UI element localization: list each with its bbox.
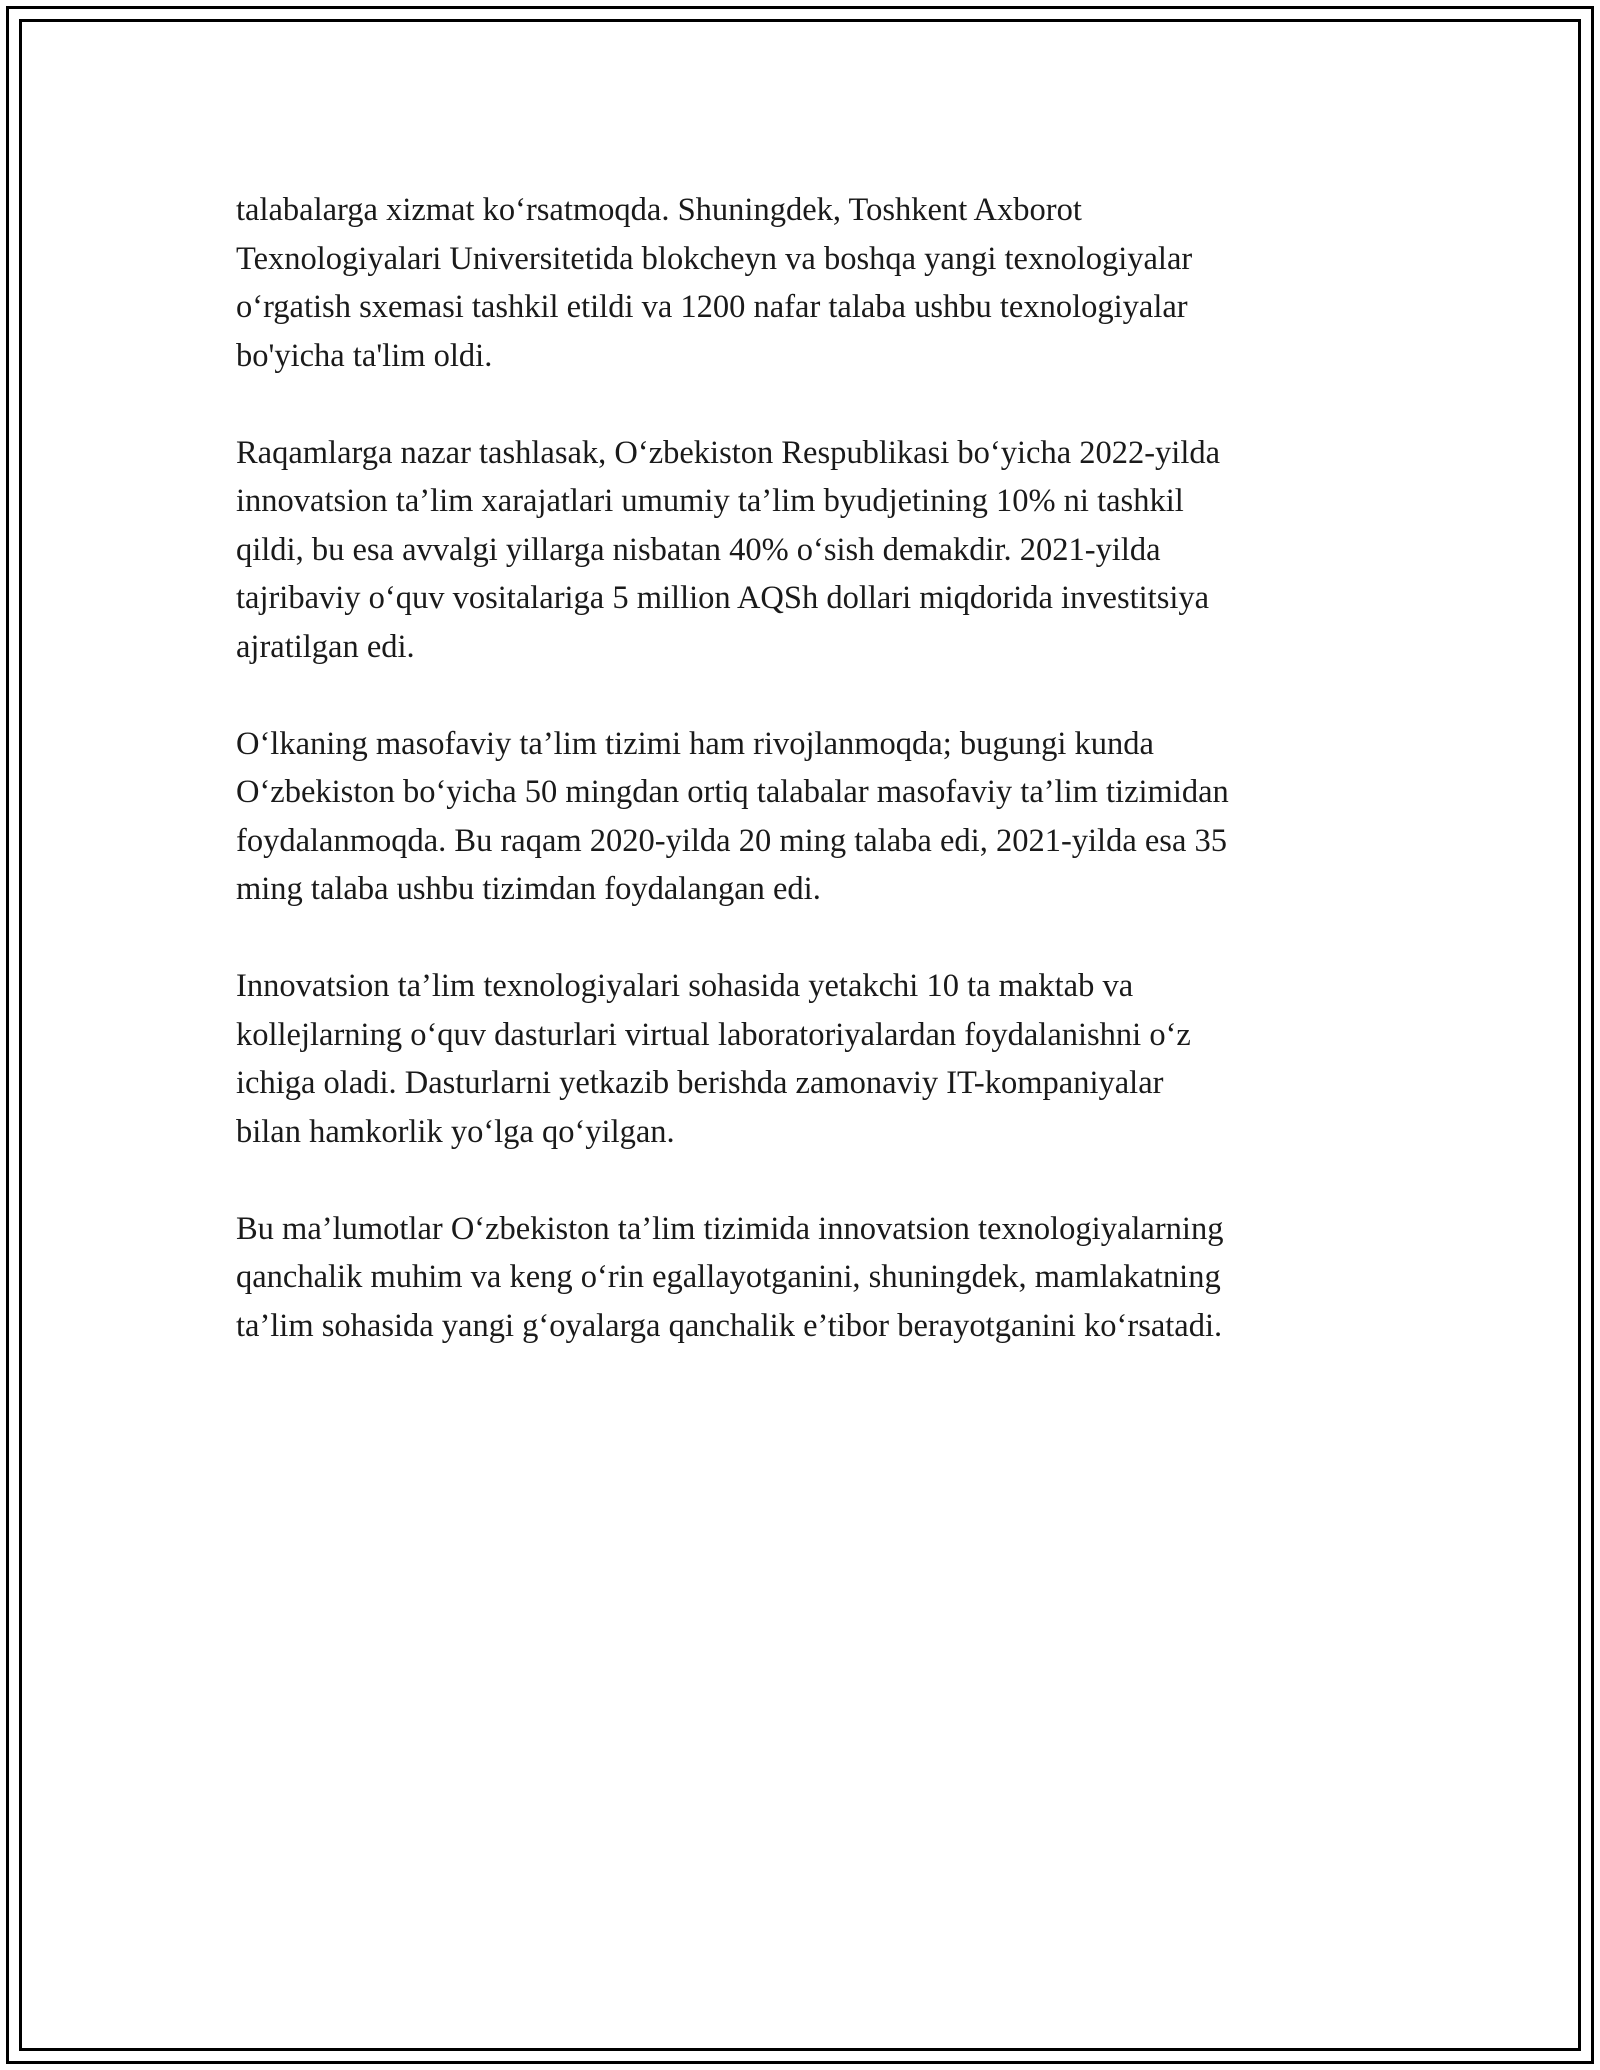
- paragraph-5: Bu ma’lumotlar O‘zbekiston ta’lim tizimida innovatsion texnologiyalarning qanchalik muhim va keng o‘rin egallayotganini, shuningdek, mamlakatning ta’lim sohasida yangi g‘oyalarga qanchalik e’tibor berayotganini ko‘rsatadi.: [236, 1210, 1224, 1344]
- paragraph-4: Innovatsion ta’lim texnologiyalari sohasida yetakchi 10 ta maktab va kollejlarning o‘quv dasturlari virtual laboratoriyalardan foydalanishni o‘z ichiga oladi. Dasturlarni yetkazib berishda zamonaviy IT-kompaniyalar bilan hamkorlik yo‘lga qo‘yilgan.: [236, 968, 1191, 1150]
- paragraph-3: O‘lkaning masofaviy ta’lim tizimi ham rivojlanmoqda; bugungi kunda O‘zbekiston bo‘yicha 50 mingdan ortiq talabalar masofaviy ta’lim tizimidan foydalanmoqda. Bu raqam 2020-yilda 20 ming talaba edi, 2021-yilda esa 35 ming talaba ushbu tizimdan foydalangan edi.: [236, 725, 1229, 907]
- paragraph-2: Raqamlarga nazar tashlasak, O‘zbekiston Respublikasi bo‘yicha 2022-yilda innovatsion ta’lim xarajatlari umumiy ta’lim byudjetining 10% ni tashkil qildi, bu esa avvalgi yillarga nisbatan 40% o‘sish demakdir. 2021-yilda tajribaviy o‘quv vositalariga 5 million AQSh dollari miqdorida investitsiya ajratilgan edi.: [236, 434, 1221, 665]
- paragraph-1: talabalarga xizmat ko‘rsatmoqda. Shuningdek, Toshkent Axborot Texnologiyalari Universitetida blokcheyn va boshqa yangi texnologiyalar o‘rgatish sxemasi tashkil etildi va 1200 nafar talaba ushbu texnologiyalar bo'yicha ta'lim oldi.: [236, 192, 1193, 374]
- document-body: [236, 186, 1376, 1399]
